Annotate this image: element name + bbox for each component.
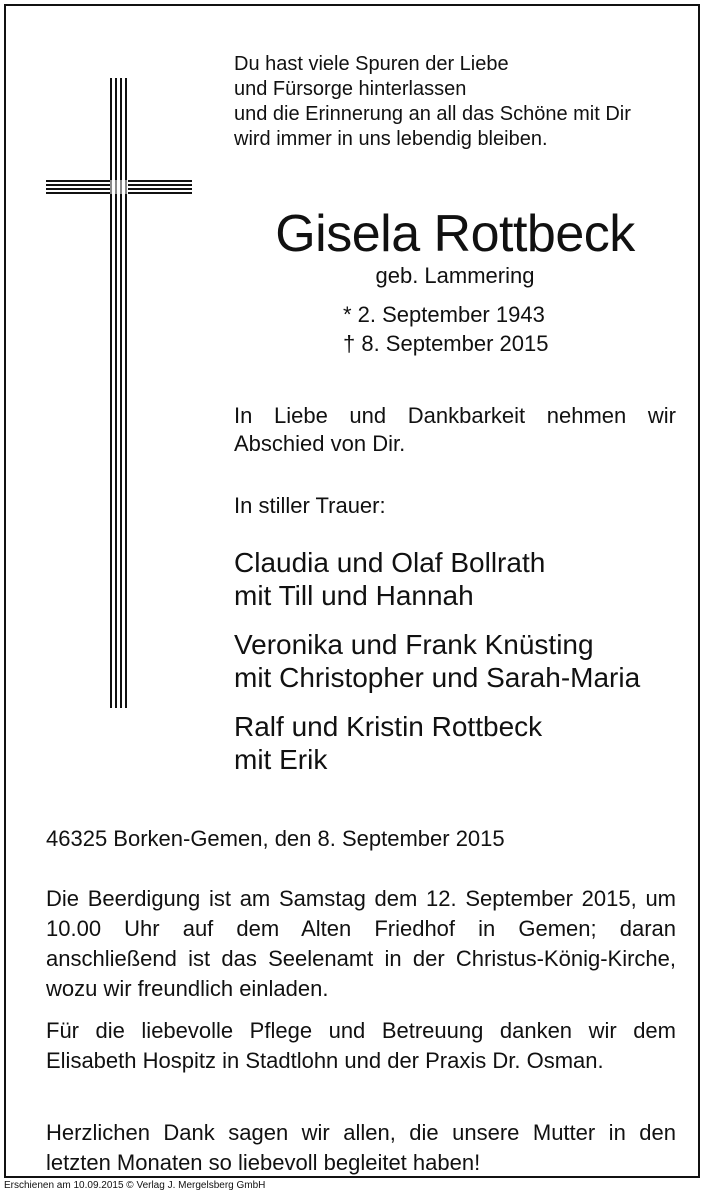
farewell-text: In Liebe und Dankbarkeit nehmen wir Abschied von Dir. [234,403,676,456]
family-group [234,546,640,612]
funeral-paragraph: Die Beerdigung ist am Samstag dem 12. September 2015, um 10.00 Uhr auf dem Alten Friedhof in Gemen; daran anschließend ist das Seelenamt in der Christus-König-Kirche, wozu wir freundlich einladen. [46,886,676,1001]
family-group [234,710,640,776]
family-group [234,628,640,694]
family-names: Ralf und Kristin Rottbeck [234,711,543,742]
poem-line: Du hast viele Spuren der Liebe [234,53,509,75]
care-thanks-paragraph: Für die liebevolle Pflege und Betreuung danken wir dem Elisabeth Hospitz in Stadtlohn und der Praxis Dr. Osman. [46,1018,676,1073]
publication-footer: Erschienen am 10.09.2015 © Verlag J. Mergelsberg GmbH [4,1180,266,1191]
life-dates [343,300,548,358]
notice-frame [4,4,700,1178]
poem-line: und Fürsorge hinterlassen [234,78,467,100]
family-children: mit Christopher und Sarah-Maria [234,662,641,693]
maiden-name: geb. Lammering [375,263,535,288]
place-date: 46325 Borken-Gemen, den 8. September 2015 [46,826,505,851]
cross-icon [46,78,192,708]
general-thanks-paragraph: Herzlichen Dank sagen wir allen, die unsere Mutter in den letzten Monaten so liebevoll begleitet haben! [46,1120,676,1175]
family-children: mit Till und Hannah [234,580,474,611]
deceased-name: Gisela Rottbeck [275,205,635,263]
poem-line: und die Erinnerung an all das Schöne mit Dir [234,103,631,125]
poem [234,52,631,152]
family-list [234,546,640,792]
family-names: Veronika und Frank Knüsting [234,629,594,660]
birth-date: * 2. September 1943 [343,302,545,327]
death-date: † 8. September 2015 [343,331,549,356]
family-children: mit Erik [234,744,328,775]
poem-line: wird immer in uns lebendig bleiben. [234,128,548,150]
family-names: Claudia und Olaf Bollrath [234,547,546,578]
mourning-label: In stiller Trauer: [234,493,386,518]
